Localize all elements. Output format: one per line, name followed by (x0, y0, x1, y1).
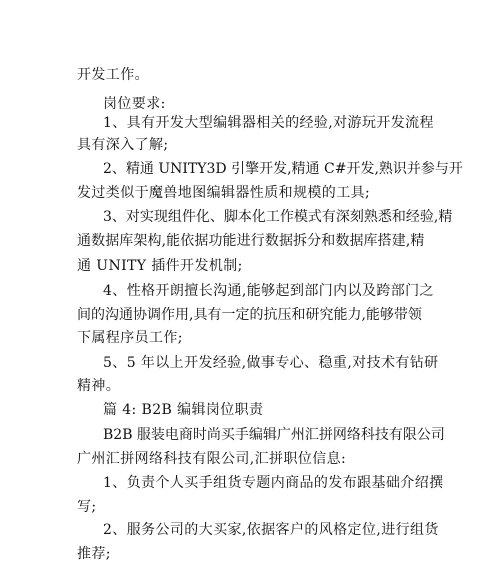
text-line: 4、性格开朗擅长沟通,能够起到部门内以及跨部门之 (103, 283, 434, 299)
text-line: 2、服务公司的大买家,依据客户的风格定位,进行组货 (103, 522, 439, 538)
text-line: 精神。 (77, 378, 121, 394)
text-line: 5、5 年以上开发经验,做事专心、稳重,对技术有钻研 (103, 355, 439, 371)
section-heading-b2b: 篇 4: B2B 编辑岗位职责 (103, 402, 264, 418)
text-line: B2B 服装电商时尚买手编辑广州汇拼网络科技有限公司 (103, 427, 445, 443)
text-line: 通 UNITY 插件开发机制; (77, 258, 243, 274)
section-heading-requirements: 岗位要求: (103, 96, 166, 112)
text-line: 发过类似于魔兽地图编辑器性质和规模的工具; (77, 185, 371, 201)
text-line: 间的沟通协调作用,具有一定的抗压和研究能力,能够带领 (77, 307, 422, 323)
text-line: 下属程序员工作; (77, 330, 183, 346)
text-line: 开发工作。 (77, 67, 149, 83)
text-line: 1、具有开发大型编辑器相关的经验,对游玩开发流程 (103, 115, 434, 131)
text-line: 3、对实现组件化、脚本化工作模式有深刻熟悉和经验,精 (103, 209, 453, 225)
text-line: 1、负责个人买手组货专题内商品的发布跟基础介绍撰 (103, 475, 444, 491)
text-line: 具有深入了解; (77, 137, 169, 153)
text-line: 2、精通 UNITY3D 引擎开发,精通 C#开发,熟识并参与开 (103, 161, 463, 177)
text-line: 通数据库架构,能依据功能进行数据拆分和数据库搭建,精 (77, 233, 425, 249)
text-line: 写; (77, 499, 97, 515)
text-line: 推荐; (77, 546, 111, 562)
text-line: 广州汇拼网络科技有限公司,汇拼职位信息: (77, 451, 347, 467)
